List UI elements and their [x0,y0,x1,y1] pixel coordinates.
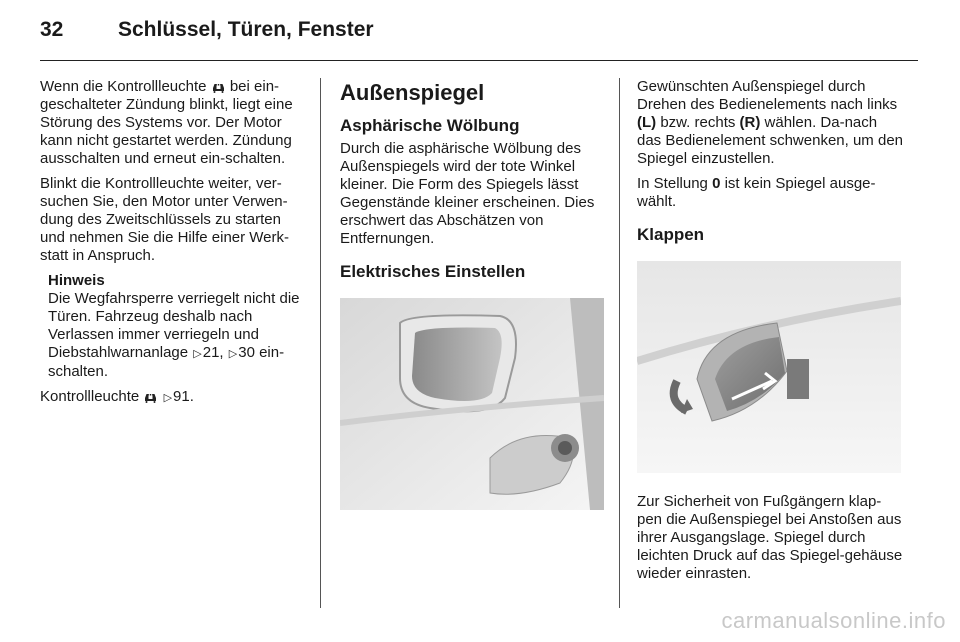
folding-mirror-illustration [637,261,901,473]
hint-title: Hinweis [48,272,105,289]
mirror-control-illustration [340,298,604,510]
indicator-reference [40,388,308,407]
subsection-heading: Klappen [637,225,705,244]
column-1 [40,78,308,414]
car-lock-icon [211,80,226,93]
section-heading: Außenspiegel [340,80,485,105]
car-lock-icon [143,390,158,403]
page-reference[interactable]: 91. [173,388,194,405]
page-reference[interactable]: 21, [202,344,224,361]
column-divider-1 [320,78,321,608]
subsection-heading: Elektrisches Einstellen [340,262,526,281]
page-reference[interactable]: 30 ein-schalten. [48,344,285,380]
label-right: (R) [739,114,761,131]
text: In Stellung [637,175,708,192]
hint-box [48,272,308,381]
text: ist kein Spiegel ausge-wählt. [637,175,876,210]
reference-arrow-icon: ▷ [193,348,202,360]
immobilizer-paragraph [40,78,308,168]
paragraph [637,175,903,211]
text: wählen. Da-nach das Bedienelement schwenken, um den Spiegel einzustellen. [637,114,904,167]
paragraph: Durch die asphärische Wölbung des Außenspiegels wird der tote Winkel kleiner. Die Form des Spiegels lässt Gegenstände kleiner erscheinen. Dies erschwert das Abschätzen von Entfernungen. [340,140,595,247]
paragraph [637,78,903,168]
text: Die Wegfahrsperre verriegelt nicht die Türen. Fahrzeug deshalb nach Verlassen immer verriegeln und Diebstahlwarnanlage [48,290,300,361]
watermark[interactable]: carmanualsonline.info [721,608,946,633]
column-divider-2 [619,78,620,608]
page-number: 32 [40,18,64,41]
label-zero: 0 [712,175,721,192]
text: bei ein-geschalteter Zündung blinkt, liegt eine Störung des Systems vor. Der Motor kann nicht gestartet werden. Zündung ausschalten und erneut ein-schalten. [40,78,293,167]
header-rule [40,60,918,61]
column-3 [637,78,903,590]
paragraph: Blinkt die Kontrollleuchte weiter, ver-suchen Sie, den Motor unter Verwen-dung des Zweitschlüssels zu starten und nehmen Sie die Hilfe einer Werk-statt in Anspruch. [40,175,290,264]
reference-arrow-icon: ▷ [163,392,173,404]
text: Kontrollleuchte [40,388,140,405]
paragraph: Zur Sicherheit von Fußgängern klap-pen die Außenspiegel bei Anstoßen aus ihrer Ausgangslage. Spiegel durch leichten Druck auf das Spiegel-gehäuse wieder einrasten. [637,493,903,582]
text: bzw. rechts [660,114,736,131]
subsection-heading: Asphärische Wölbung [340,116,520,135]
text: Gewünschten Außenspiegel durch Drehen des Bedienelements nach links [637,78,898,113]
column-2 [340,78,604,510]
text: Wenn die Kontrollleuchte [40,78,207,95]
chapter-title: Schlüssel, Türen, Fenster [118,18,374,41]
label-left: (L) [637,114,657,131]
reference-arrow-icon: ▷ [228,348,238,360]
